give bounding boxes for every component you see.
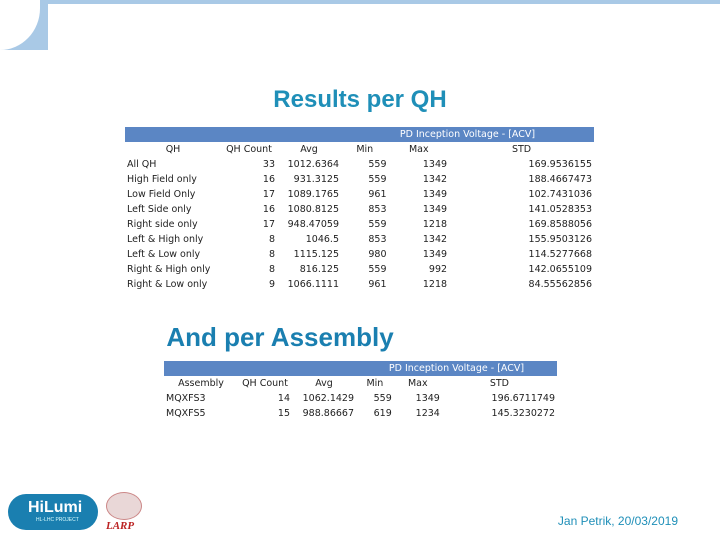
table-column-header-row — [164, 376, 557, 391]
table-cell: 17 — [262, 219, 275, 230]
table-cell: 8 — [268, 264, 275, 275]
section-subtitle: And per Assembly — [166, 322, 394, 352]
table-cell: 931.3125 — [293, 174, 339, 185]
assembly-group-header: PD Inception Voltage - [ACV] — [356, 361, 557, 376]
table-cell: 9 — [268, 279, 275, 290]
top-border-decoration — [48, 0, 720, 4]
table-cell: 980 — [368, 249, 387, 260]
table-cell: 16 — [262, 174, 275, 185]
table-column-header-row — [125, 142, 594, 157]
table-cell: 1342 — [422, 174, 448, 185]
table-row — [125, 202, 594, 217]
table-row — [164, 406, 557, 421]
column-header: STD — [442, 376, 557, 391]
table-group-header-row — [125, 127, 594, 142]
table-cell: Left & Low only — [127, 249, 201, 260]
table-cell: High Field only — [127, 174, 197, 185]
column-header: STD — [449, 142, 594, 157]
table-cell: 559 — [368, 174, 387, 185]
table-cell: 1349 — [415, 393, 440, 404]
table-cell: 1218 — [422, 279, 448, 290]
corner-decoration — [0, 0, 48, 50]
table-cell: 988.86667 — [302, 408, 354, 419]
table-cell: 145.3230272 — [491, 408, 555, 419]
hilumi-logo-name: HiLumi — [28, 499, 83, 516]
table-cell: Left & High only — [127, 234, 204, 245]
table-cell: 84.55562856 — [528, 279, 592, 290]
table-cell: 1349 — [422, 204, 448, 215]
table-row — [125, 277, 594, 292]
table-cell: 1218 — [422, 219, 448, 230]
table-cell: Right side only — [127, 219, 198, 230]
table-cell: 1349 — [422, 189, 448, 200]
column-header: Assembly — [164, 376, 238, 391]
table-cell: Right & High only — [127, 264, 211, 275]
table-cell: 853 — [368, 204, 387, 215]
table-cell: MQXFS3 — [166, 393, 206, 404]
table-row — [164, 391, 557, 406]
table-cell: 196.6711749 — [491, 393, 555, 404]
table-cell: 114.5277668 — [528, 249, 592, 260]
table-row — [125, 247, 594, 262]
table-cell: 188.4667473 — [528, 174, 592, 185]
table-cell: 853 — [368, 234, 387, 245]
table-cell: 1012.6364 — [287, 159, 339, 170]
page-title: Results per QH — [273, 86, 447, 113]
table-cell: 948.47059 — [287, 219, 339, 230]
table-row — [125, 262, 594, 277]
table-cell: 15 — [277, 408, 290, 419]
hilumi-logo — [8, 494, 98, 530]
column-header: QH Count — [221, 142, 277, 157]
qh-results-table — [125, 127, 594, 292]
table-cell: 1089.1765 — [287, 189, 339, 200]
table-cell: 155.9503126 — [528, 234, 592, 245]
table-cell: 142.0655109 — [528, 264, 592, 275]
column-header: Min — [356, 376, 394, 391]
table-cell: 17 — [262, 189, 275, 200]
assembly-results-table — [164, 361, 557, 421]
table-cell: 33 — [262, 159, 275, 170]
qh-group-header: PD Inception Voltage - [ACV] — [341, 127, 594, 142]
column-header: Max — [389, 142, 450, 157]
table-cell: Left Side only — [127, 204, 192, 215]
table-cell: 1046.5 — [305, 234, 339, 245]
table-row — [125, 172, 594, 187]
larp-logo-text: LARP — [106, 520, 135, 532]
table-cell: 141.0528353 — [528, 204, 592, 215]
table-row — [125, 232, 594, 247]
table-cell: 816.125 — [299, 264, 339, 275]
column-header: QH — [125, 142, 221, 157]
table-cell: Right & Low only — [127, 279, 208, 290]
table-cell: 559 — [368, 219, 387, 230]
table-cell: 1062.1429 — [302, 393, 354, 404]
table-cell: 1115.125 — [293, 249, 339, 260]
hilumi-logo-sub: HL-LHC PROJECT — [36, 517, 79, 523]
table-cell: 559 — [368, 264, 387, 275]
column-header: Avg — [292, 376, 356, 391]
table-cell: 169.8588056 — [528, 219, 592, 230]
table-cell: All QH — [127, 159, 157, 170]
table-cell: 961 — [368, 279, 387, 290]
table-row — [125, 217, 594, 232]
table-cell: 169.9536155 — [528, 159, 592, 170]
table-cell: Low Field Only — [127, 189, 196, 200]
table-cell: 961 — [368, 189, 387, 200]
table-row — [125, 157, 594, 172]
table-cell: 8 — [268, 249, 275, 260]
table-cell: 992 — [428, 264, 448, 275]
table-cell: 1080.8125 — [287, 204, 339, 215]
table-row — [125, 187, 594, 202]
column-header: Max — [394, 376, 442, 391]
larp-seal-icon — [106, 492, 142, 520]
column-header: QH Count — [238, 376, 292, 391]
table-group-header-row — [164, 361, 557, 376]
table-cell: 102.7431036 — [528, 189, 592, 200]
table-cell: 1342 — [422, 234, 448, 245]
table-cell: 1066.1111 — [287, 279, 339, 290]
table-cell: 619 — [373, 408, 392, 419]
table-cell: 14 — [277, 393, 290, 404]
table-cell: MQXFS5 — [166, 408, 206, 419]
table-cell: 1349 — [422, 249, 448, 260]
table-cell: 1234 — [415, 408, 440, 419]
column-header: Avg — [277, 142, 341, 157]
column-header: Min — [341, 142, 389, 157]
table-cell: 1349 — [422, 159, 448, 170]
table-cell: 16 — [262, 204, 275, 215]
table-cell: 8 — [268, 234, 275, 245]
footer-author-date: Jan Petrik, 20/03/2019 — [557, 514, 678, 528]
table-cell: 559 — [373, 393, 392, 404]
table-cell: 559 — [368, 159, 387, 170]
